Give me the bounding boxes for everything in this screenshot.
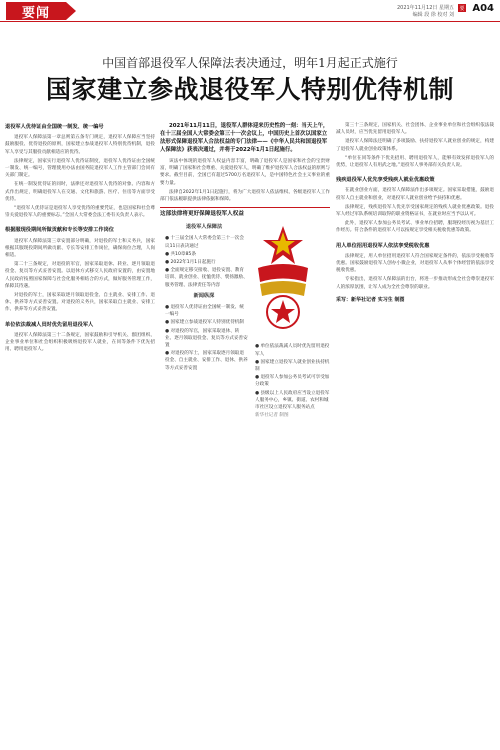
list-item: ● 全面规定移交接收、退役安置、教育培训、就业创业、抚恤优待、褒扬激励、服务管理、法律责任等内容 xyxy=(165,268,248,288)
section-heading: 根据服现役期间所做贡献和专长等安排工作岗位 xyxy=(5,227,114,234)
page-badge: 要 xyxy=(459,5,465,12)
paragraph: 退役军人保障法第一章总则第五条专门规定，退役军人保障应当坚持鼓励服役、优待退役的原则，国家建立参战退役军人特别优待机制，退役军人享受与其服役贡献相适应的优待。 xyxy=(5,135,155,155)
paragraph: 退役军人保障法第三十二条规定，国家鼓励和引导机关、群团组织、企业事业单位和社会组织积极吸纳退役军人就业，在同等条件下优先招用、聘用退役军人。 xyxy=(5,332,155,353)
section-heading: 用人单位招用退役军人依法享受税收优惠 xyxy=(336,242,430,249)
byline: 采写：新华社记者 实习生 制图 xyxy=(336,296,405,303)
lead-paragraph: 2021年11月11日，退役军人群体迎来历史性的一刻：当天上午，在十三届全国人大常委会第三十一次会议上，中国历史上首次以国家立法形式保障退役军人合法权益的专门法律——《中华人民共和国退役军人保障法》获表决通过，并将于2022年1月1日起施行。 xyxy=(160,123,329,153)
infographic-right xyxy=(250,220,330,420)
section-heading: 退役军人优待证由全国统一制发、统一编号 xyxy=(5,124,104,130)
dateline: 2021年11月12日 星期五 xyxy=(396,5,454,11)
paragraph: 该法中体现的退役军人权益内容丰富，明确了退役军人是国家和社会的宝贵财富，明确了国家和社会尊重、关爱退役军人，明确了维护退役军人合法权益的原则与要求。截至目前，全国已有超过5700万名退役军人，是中国特色社会主义事业的重要力量。 xyxy=(160,159,330,186)
list-item: ● 单位依法裁减人员时优先留用退役军人 xyxy=(255,344,330,357)
article-headline: 国家建立参战退役军人特别优待机制 xyxy=(45,75,454,104)
list-item: ● 国家建立退役军人就业创业扶持机制 xyxy=(255,359,330,373)
paragraph: 法律规定，国家实行退役军人优待证制度，退役军人优待证由全国统一制发、统一编号，管理使用办法由国务院退役军人工作主管部门会同有关部门制定。 xyxy=(5,158,155,179)
list-item: ● 退役军人优待证由全国统一制发、统一编号 xyxy=(165,305,244,318)
infographic-left xyxy=(160,220,248,373)
paragraph: 法律规定，残疾退役军人优先享受国家规定的残疾人就业优惠政策。退役军人经过军队系统培训取得的职业资格证书，在就业时应当予以认可。 xyxy=(336,204,494,218)
military-emblem-illustration xyxy=(250,220,316,340)
paragraph: 退役军人保障法还明确了多项鼓励、扶持退役军人就业创业的规定，构建了退役军人就业创业政策体系。 xyxy=(336,139,494,152)
paragraph: 第三十三条规定，国家机关、社会团体、企业事业单位和社会组织依法裁减人员时，应当优先留用退役军人。 xyxy=(336,123,494,136)
article-subtitle: 中国首部退役军人保障法表决通过，明年1月起正式施行 xyxy=(102,56,398,70)
paragraph: 此外，退役军人参加公务员考试、事业单位招聘，服现役经历视为基层工作经历。符合条件的退役军人可以按规定享受相关税收优惠等政策。 xyxy=(336,221,494,234)
column-middle xyxy=(160,122,330,745)
graphic-credit: 新华社记者 制图 xyxy=(255,413,289,419)
page-number: A04 xyxy=(472,3,494,14)
paragraph: 法律自2022年1月1日起施行，将为广大退役军人依法维权、各级退役军人工作部门依法履职提供法律依据和保障。 xyxy=(160,189,330,203)
infographic-title: 这部法律将更好保障退役军人权益 xyxy=(160,211,244,218)
infographic-subtitle: 新闻纵深 xyxy=(193,292,215,299)
section-heading: 残疾退役军人优先享受残疾人就业优惠政策 xyxy=(336,177,435,184)
list-item: ● 退役军人参加公务员考试可享受加分政策 xyxy=(255,375,330,388)
section-tag: 要闻 xyxy=(6,2,66,20)
section-tag-arrow xyxy=(66,2,76,20)
list-item: ● 对退役的军士，国家采取逐月领取退役金、自主就业、安排工作、退休、供养等方式妥善安置 xyxy=(165,351,248,371)
paragraph: “退役军人优待证是退役军人享受优待的重要凭证，也是国家和社会尊崇关爱退役军人的重要标志。”全国人大常委会法工委有关负责人表示。 xyxy=(5,206,155,219)
page-header xyxy=(0,0,500,22)
paragraph: 在统一制发优待证的同时，法律还对退役军人优待的对象、内容和方式作出规定，明确退役军人在交通、文化和旅游、医疗、住房等方面享受优待。 xyxy=(5,182,155,202)
paragraph: 对退役的军士，国家采取逐月领取退役金、自主就业、安排工作、退休、供养等方式妥善安置。对退役的义务兵，国家采取自主就业、安排工作、供养等方式妥善安置。 xyxy=(5,293,155,313)
infographic-subtitle: 退役军人保障法 xyxy=(185,224,223,231)
list-item: ● 2022年1月1日起施行 xyxy=(165,260,216,266)
infographic-box xyxy=(160,207,330,557)
paragraph: 法律规定，用人单位招用退役军人符合国家规定条件的，依法享受税收等优惠。国家鼓励退役军人创办小微企业，对退役军人从事个体经营的依法享受税收优惠。 xyxy=(336,253,494,274)
list-item: ● 共10章85条 xyxy=(165,251,196,257)
list-item: ● 县级以上人民政府应当设立退役军人服务中心，乡镇、街道、农村和城市社区设立退役军人服务站点 xyxy=(255,390,330,411)
list-item: ● 对退役的军官，国家采取退休、转业、逐月领取退役金、复员等方式妥善安置 xyxy=(165,328,248,349)
column-left xyxy=(5,122,155,745)
list-item: ● 国家建立参战退役军人特别优待机制 xyxy=(165,320,244,326)
list-item: ● 十三届全国人大常委会第三十一次会议11日表决通过 xyxy=(165,236,244,249)
paragraph: 第二十三条规定，对退役的军官，国家采取退休、转业、逐月领取退役金、复员等方式妥善安置。以退休方式移交人民政府安置的，由安置地人民政府按照国家保障与社会化服务相结合的方式，做好服务管理工作，保障其待遇。 xyxy=(5,262,155,289)
paragraph: 退役军人保障法第三章安置部分明确，对退役的军士和义务兵，国家根据其服现役期间所做贡献、专长等安排工作岗位，确保岗位合理，人岗相适。 xyxy=(5,238,155,259)
paragraph: “单位在同等条件下优先招用、聘用退役军人，能够有效发挥退役军人的优势，让退役军人有用武之地。”退役军人事务部有关负责人说。 xyxy=(336,155,494,169)
paragraph: 在就业创业方面，退役军人保障法作出多项规定。国家采取措施，鼓励退役军人自主就业和创业，对退役军人就业创业给予扶持和优惠。 xyxy=(336,188,494,201)
paragraph: 专家指出，退役军人保障法的出台，将进一步推动形成全社会尊崇退役军人的浓厚氛围，让军人成为全社会尊崇的职业。 xyxy=(336,277,494,290)
column-right xyxy=(336,122,494,745)
section-heading: 单位依法裁减人员时优先留用退役军人 xyxy=(5,321,94,328)
edit-credits: 编辑 段 徐 校对 刘 xyxy=(412,12,454,18)
